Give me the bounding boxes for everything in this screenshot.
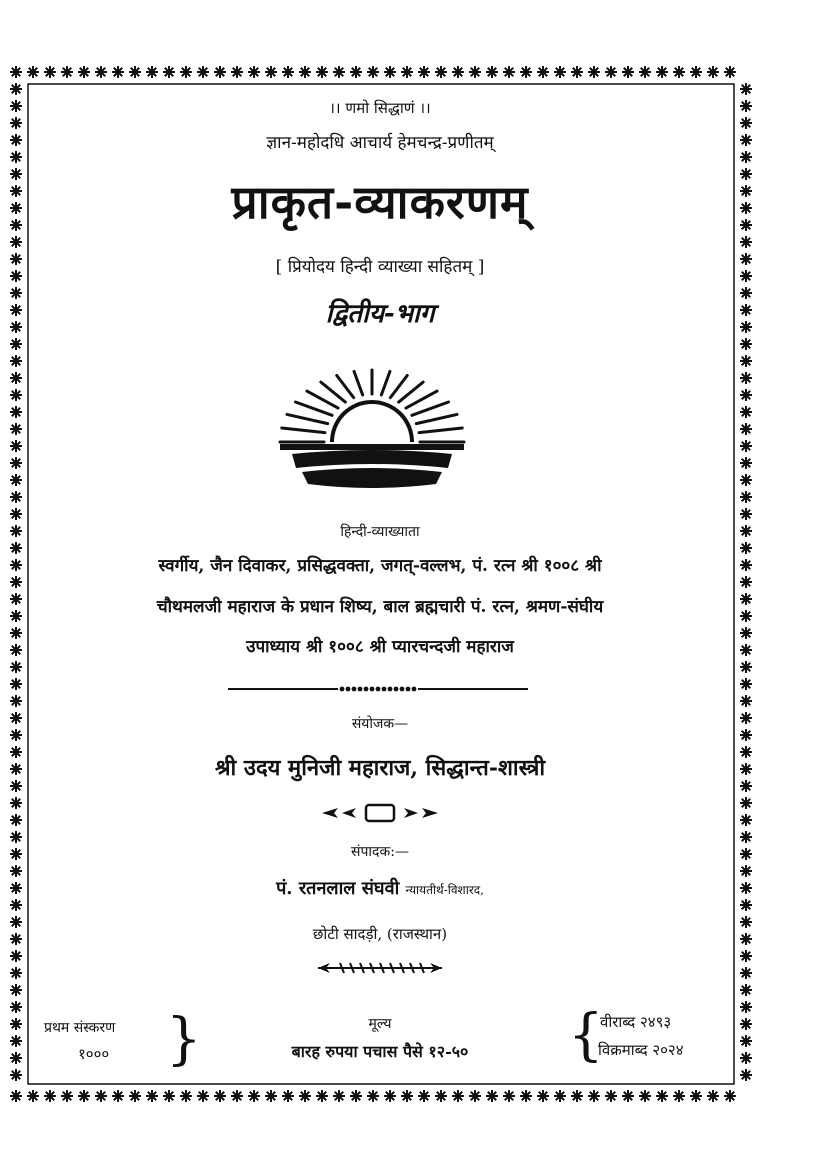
commentator-line: चौथमलजी महाराज के प्रधान शिष्य, बाल ब्रह्मचारी पं. रत्न, श्रमण-संघीय [156,597,604,617]
scroll-ornament [318,802,442,824]
price-label: मूल्य [368,1016,392,1032]
invocation: ।। णमो सिद्धाणं ।। [329,99,431,117]
arrow-ornament [316,960,444,976]
commentator-label: हिन्दी-व्याख्याता [340,524,420,540]
commentator-line: स्वर्गीय, जैन दिवाकर, प्रसिद्धवक्ता, जगत्-वल्लभ, पं. रत्न श्री १००८ श्री [158,556,602,576]
volume-part: द्वितीय-भाग [325,299,435,329]
editor-label: संपादक:— [351,844,409,860]
vikram-year: विक्रमाब्द २०२४ [598,1041,684,1059]
rising-sun-icon [272,364,472,504]
edition-label: प्रथम संस्करण [44,1020,116,1036]
book-subtitle: [ प्रियोदय हिन्दी व्याख्या सहितम् ] [275,257,485,277]
convener-label: संयोजक— [351,716,409,732]
commentator-line: उपाध्याय श्री १००८ श्री प्यारचन्दजी महाराज [246,637,514,657]
price-value: बारह रुपया पचास पैसे १२-५० [291,1042,469,1061]
brace-icon: } [166,1007,202,1072]
editor-title: न्यायतीर्थ-विशारद, [405,883,484,897]
author-line: ज्ञान-महोदधि आचार्य हेमचन्द्र-प्रणीतम् [266,133,494,153]
divider-ornament [228,684,528,694]
publication-place: छोटी सादड़ी, (राजस्थान) [312,925,448,943]
editor-name: पं. रतनलाल संघवी [276,878,400,899]
vira-year: वीराब्द २४९३ [600,1013,672,1031]
book-title: प्राकृत-व्याकरणम् [231,175,529,229]
brace-icon: { [568,1003,604,1068]
convener-name: श्री उदय मुनिजी महाराज, सिद्धान्त-शास्त्री [214,755,546,781]
editor-line [70,876,690,900]
edition-copies: १००० [78,1045,110,1063]
